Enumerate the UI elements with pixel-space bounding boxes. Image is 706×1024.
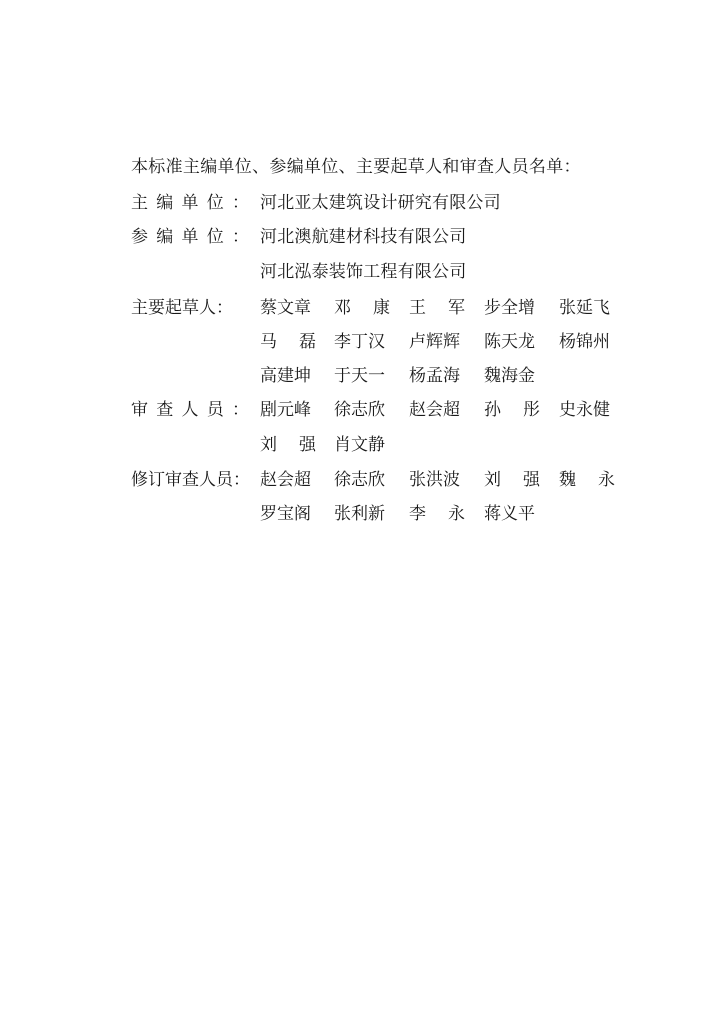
- name-char: 刘: [260, 435, 277, 455]
- person-name: 李丁汉: [334, 332, 385, 352]
- person-name: 徐志欣: [334, 470, 385, 490]
- name-char: 孙: [484, 400, 501, 420]
- name-char: 马: [260, 332, 277, 352]
- name-char: 磊: [299, 332, 316, 352]
- person-name: 张利新: [334, 504, 385, 524]
- name-char: 王: [409, 298, 426, 318]
- label-char: 位: [206, 193, 224, 213]
- person-name: 肖文静: [334, 435, 385, 455]
- label-char: 编: [156, 227, 174, 247]
- person-name: [484, 395, 540, 420]
- label-char: 查: [156, 400, 174, 420]
- person-name: 罗宝阁: [260, 504, 311, 524]
- person-name: 剧元峰: [260, 400, 311, 420]
- participating-unit-label: [131, 222, 249, 247]
- name-char: 魏: [559, 470, 576, 490]
- person-name: 蔡文章: [260, 298, 311, 318]
- person-name: 张洪波: [409, 470, 460, 490]
- chief-unit-name: 河北亚太建筑设计研究有限公司: [260, 193, 501, 213]
- label-char: ：: [232, 193, 249, 213]
- revision-reviewers-label: 修订审查人员：: [131, 470, 250, 490]
- label-char: 主: [131, 193, 148, 213]
- name-char: 彤: [523, 400, 540, 420]
- name-char: 强: [523, 470, 540, 490]
- person-name: 陈天龙: [484, 332, 535, 352]
- participating-unit-name: 河北澳航建材科技有限公司: [260, 227, 467, 247]
- person-name: [260, 430, 316, 455]
- person-name: 蒋义平: [484, 504, 535, 524]
- person-name: 张延飞: [559, 298, 610, 318]
- label-char: ：: [232, 227, 249, 247]
- person-name: 史永健: [559, 400, 610, 420]
- person-name: 于天一: [334, 366, 385, 386]
- label-char: 编: [156, 193, 174, 213]
- name-char: 康: [373, 298, 390, 318]
- drafters-label: 主要起草人：: [131, 298, 233, 318]
- person-name: 杨锦州: [559, 332, 610, 352]
- person-name: [409, 293, 465, 318]
- person-name: 徐志欣: [334, 400, 385, 420]
- person-name: 杨孟海: [409, 366, 460, 386]
- person-name: 卢辉辉: [409, 332, 460, 352]
- reviewers-label: [131, 395, 249, 420]
- label-char: ：: [232, 400, 249, 420]
- intro-heading: 本标准主编单位、参编单位、主要起草人和审查人员名单：: [131, 157, 581, 177]
- name-char: 强: [299, 435, 316, 455]
- label-char: 审: [131, 400, 148, 420]
- name-char: 永: [448, 504, 465, 524]
- person-name: 魏海金: [484, 366, 535, 386]
- label-char: 单: [181, 227, 199, 247]
- participating-unit-name: 河北泓泰装饰工程有限公司: [260, 262, 467, 282]
- name-char: 永: [598, 470, 615, 490]
- name-char: 邓: [334, 298, 351, 318]
- name-char: 刘: [484, 470, 501, 490]
- chief-unit-label: [131, 188, 249, 213]
- label-char: 员: [206, 400, 224, 420]
- label-char: 位: [206, 227, 224, 247]
- person-name: [484, 465, 540, 490]
- person-name: [260, 327, 316, 352]
- person-name: [334, 293, 390, 318]
- name-char: 李: [409, 504, 426, 524]
- label-char: 人: [181, 400, 199, 420]
- label-char: 单: [181, 193, 199, 213]
- name-char: 军: [448, 298, 465, 318]
- label-char: 参: [131, 227, 148, 247]
- person-name: [409, 499, 465, 524]
- person-name: 高建坤: [260, 366, 311, 386]
- person-name: 步全增: [484, 298, 535, 318]
- person-name: 赵会超: [260, 470, 311, 490]
- person-name: [559, 465, 615, 490]
- person-name: 赵会超: [409, 400, 460, 420]
